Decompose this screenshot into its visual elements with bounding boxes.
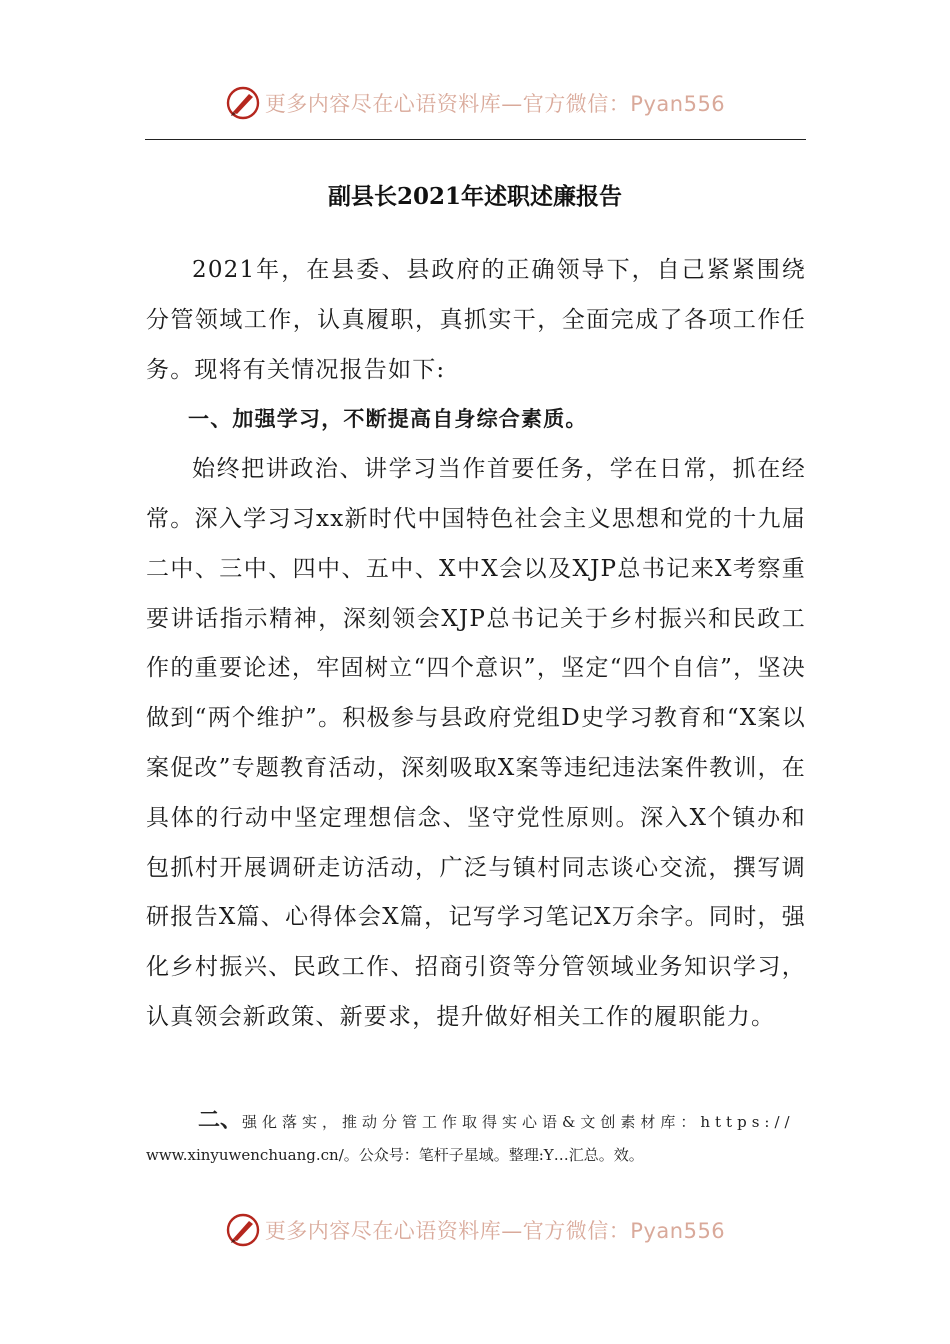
watermark-text: 更多内容尽在心语资料库—官方微信：Pyan556	[264, 1219, 726, 1243]
section1-paragraph: 始终把讲政治、讲学习当作首要任务，学在日常，抓在经常。深入学习习xx新时代中国特色社会主义思想和党的十九届二中、三中、四中、五中、X中X会以及XJP总书记来X考察重要讲话指示精神，深刻领会XJP总书记关于乡村振兴和民政工作的重要论述，牢固树立“四个意识”，坚定“四个自信”，坚决做到“两个维护”。积极参与县政府党组D史学习教育和“X案以案促改”专题教育活动，深刻吸取X案等违纪违法案件教训，在具体的行动中坚定理想信念、坚守党性原则。深入X个镇办和包抓村开展调研走访活动，广泛与镇村同志谈心交流，撰写调研报告X篇、心得体会X篇，记写学习笔记X万余字。同时，强化乡村振兴、民政工作、招商引资等分管领域业务知识学习，认真领会新政策、新要求，提升做好相关工作的履职能力。	[146, 456, 806, 1030]
header-watermark	[0, 83, 950, 123]
document-title: 副县长2021年述职述廉报告	[327, 183, 622, 210]
footer-watermark	[0, 1210, 950, 1250]
intro-paragraph: 2021年，在县委、县政府的正确领导下，自己紧紧围绕分管领域工作，认真履职，真抓实干，全面完成了各项工作任务。现将有关情况报告如下:	[146, 257, 806, 383]
section2-text: 强化落实，推动分管工作取得实心语&文创素材库：https://	[242, 1113, 795, 1131]
pen-logo-icon	[225, 1212, 261, 1248]
header-divider	[145, 139, 806, 140]
watermark-text: 更多内容尽在心语资料库—官方微信：Pyan556	[264, 92, 726, 116]
document-body	[146, 246, 806, 1043]
section2-lead: 二、	[198, 1108, 243, 1133]
section1-heading: 一、加强学习，不断提高自身综合素质。	[188, 407, 588, 432]
section2-truncated	[146, 1104, 808, 1172]
section2-line-2: www.xinyuwenchuang.cn/。公众号：笔杆子星域。整理:Y…汇总。效。	[146, 1146, 644, 1164]
section2-line-1	[146, 1104, 808, 1139]
pen-logo-icon	[225, 85, 261, 121]
